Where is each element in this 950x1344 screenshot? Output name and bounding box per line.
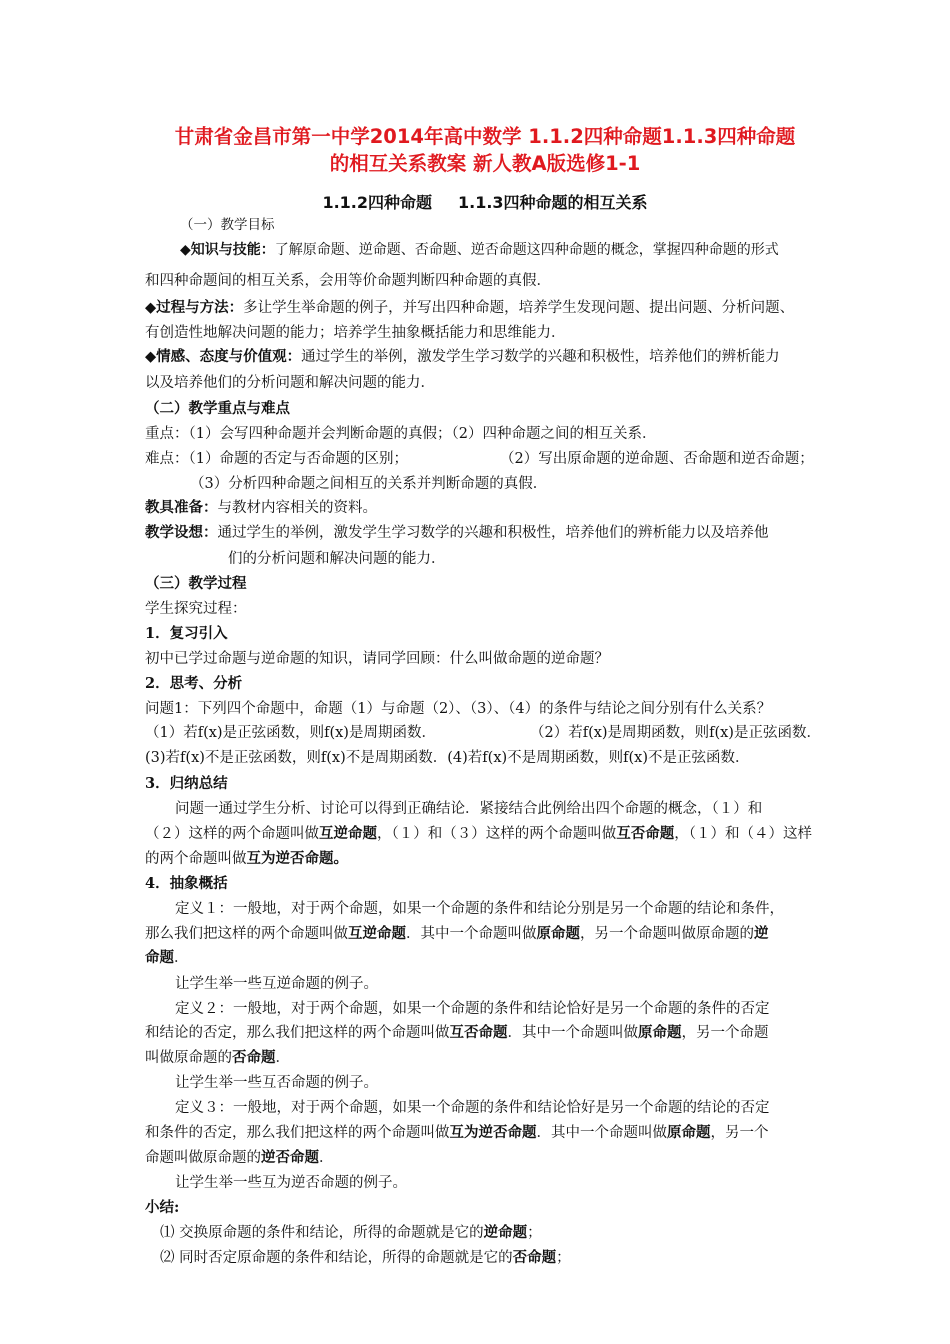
section-3-heading: （三）教学过程 (145, 575, 247, 592)
text-run: ，另一个 (710, 1125, 769, 1141)
text-run: ，另一个命题叫做原命题的 (580, 926, 754, 942)
term-negation: 否命题 (512, 1249, 557, 1266)
definition-3-line-1: 定义３：一般地，对于两个命题，如果一个命题的条件和结论恰好是另一个命题的结论的否定 (175, 1100, 770, 1116)
text-run: 和结论的否定，那么我们把这样的两个命题叫做 (145, 1025, 450, 1041)
subtitle-left: 1.1.2四种命题 (322, 193, 432, 212)
student-explore: 学生探究过程： (145, 601, 247, 617)
step-4-title: 4．抽象概括 (145, 875, 228, 892)
summary-item-1 (160, 1223, 542, 1243)
text-run: ．其中一个命题叫做 (507, 1025, 638, 1041)
step-1-title: 1．复习引入 (145, 625, 228, 642)
definition-1-line-2 (145, 924, 769, 944)
goal-emotion (145, 347, 780, 367)
term-converse: 逆命题 (483, 1224, 528, 1241)
proposition-2: （2）若f(x)是周期函数，则f(x)是正弦函数． (530, 725, 821, 741)
definition-2-line-2 (145, 1023, 769, 1043)
teaching-idea (145, 523, 769, 543)
document-title-line-2: 的相互关系教案 新人教A版选修1-1 (329, 152, 641, 175)
text-run: ．其中一个命题叫做 (406, 926, 537, 942)
document-title-line-1: 甘肃省金昌市第一中学2014年高中数学 1.1.2四种命题1.1.3四种命题 (174, 125, 796, 148)
text-run: ，（１）和（４）这样 (674, 826, 812, 842)
summary-para-line-3 (145, 849, 348, 869)
question-1: 问题1：下列四个命题中，命题（1）与命题（2）、（3）、（4）的条件与结论之间分别有什么关系？ (145, 701, 772, 717)
term-mutual-converse: 互逆命题 (319, 825, 377, 842)
section-1-heading: （一）教学目标 (180, 217, 275, 233)
term-negation: 否命题 (232, 1049, 276, 1066)
term-contrapositive: 互为逆否命题 (449, 1124, 537, 1141)
text-run: ； (527, 1225, 542, 1241)
subtitle-right: 1.1.3四种命题的相互关系 (458, 193, 648, 212)
text-run: ． (275, 1050, 290, 1066)
goal-emotion-text: 通过学生的举例，激发学生学习数学的兴趣和积极性，培养他们的辨析能力 (301, 349, 780, 365)
text-run: ，（１）和（３）这样的两个命题叫做 (377, 826, 617, 842)
term-converse-part: 逆 (754, 925, 769, 942)
teaching-idea-cont: 们的分析问题和解决问题的能力． (228, 551, 446, 567)
term-contrapositive: 逆否命题 (261, 1149, 319, 1166)
goal-process (145, 298, 794, 318)
example-1: 让学生举一些互逆命题的例子。 (175, 976, 378, 992)
section-2-heading: （二）教学重点与难点 (145, 400, 290, 417)
term-converse-part: 命题 (145, 949, 174, 966)
goal-knowledge (180, 240, 779, 260)
summary-para-line-2 (145, 824, 812, 844)
definition-1-line-1: 定义１：一般地，对于两个命题，如果一个命题的条件和结论分别是另一个命题的结论和条件， (175, 901, 784, 917)
definition-1-line-3 (145, 948, 189, 968)
text-run: 叫做原命题的 (145, 1050, 232, 1066)
summary-para-line-1: 问题一通过学生分析、讨论可以得到正确结论．紧接结合此例给出四个命题的概念，（１）和 (175, 801, 763, 817)
definition-2-line-3 (145, 1048, 290, 1068)
goal-process-label: ◆过程与方法： (145, 299, 244, 316)
text-run: 和条件的否定，那么我们把这样的两个命题叫做 (145, 1125, 450, 1141)
teaching-idea-text: 通过学生的举例，激发学生学习数学的兴趣和积极性，培养他们的辨析能力以及培养他 (217, 525, 769, 541)
text-run: ． (319, 1150, 334, 1166)
text-run: ⑵ 同时否定原命题的条件和结论，所得的命题就是它的 (160, 1250, 513, 1266)
definition-3-line-2 (145, 1123, 769, 1143)
teaching-idea-label: 教学设想： (145, 524, 218, 541)
summary-heading: 小结: (145, 1199, 180, 1216)
text-run: ； (556, 1250, 571, 1266)
teaching-tools-label: 教具准备： (145, 499, 218, 516)
goal-process-cont: 有创造性地解决问题的能力；培养学生抽象概括能力和思维能力． (145, 325, 566, 341)
term-mutual-negation: 互否命题 (449, 1024, 508, 1041)
proposition-1: （1）若f(x)是正弦函数，则f(x)是周期函数． (145, 725, 436, 741)
example-3: 让学生举一些互为逆否命题的例子。 (175, 1175, 407, 1191)
text-run: ．其中一个命题叫做 (536, 1125, 667, 1141)
definition-3-line-3 (145, 1148, 334, 1168)
proposition-3-4: (3)若f(x)不是正弦函数，则f(x)不是周期函数．(4)若f(x)不是周期函数，则f(x)不是正弦函数． (145, 750, 750, 766)
difficulty-2: （2）写出原命题的逆命题、否命题和逆否命题； (500, 451, 814, 467)
text-run: ，另一个命题 (681, 1025, 769, 1041)
difficulty-3: （3）分析四种命题之间相互的关系并判断命题的真假． (190, 476, 548, 492)
example-2: 让学生举一些互否命题的例子。 (175, 1075, 378, 1091)
goal-emotion-label: ◆情感、态度与价值观： (145, 348, 302, 365)
goal-process-text: 多让学生举命题的例子，并写出四种命题，培养学生发现问题、提出问题、分析问题、 (243, 300, 795, 316)
summary-item-2 (160, 1248, 571, 1268)
goal-knowledge-cont: 和四种命题间的相互关系，会用等价命题判断四种命题的真假． (145, 273, 551, 289)
goal-knowledge-label: ◆知识与技能： (180, 242, 275, 258)
step-2-title: 2．思考、分析 (145, 675, 243, 692)
difficulty-1: 难点：（1）命题的否定与否命题的区别； (145, 451, 408, 467)
text-run: 那么我们把这样的两个命题叫做 (145, 926, 348, 942)
term-original: 原命题 (638, 1024, 682, 1041)
term-original: 原命题 (536, 925, 580, 942)
term-original: 原命题 (667, 1124, 711, 1141)
term-contrapositive: 互为逆否命题。 (246, 850, 348, 867)
goal-knowledge-text: 了解原命题、逆命题、否命题、逆否命题这四种命题的概念，掌握四种命题的形式 (274, 242, 779, 258)
text-run: ． (174, 950, 189, 966)
step-1-text: 初中已学过命题与逆命题的知识，请同学回顾：什么叫做命题的逆命题？ (145, 651, 609, 667)
text-run: 的两个命题叫做 (145, 851, 247, 867)
term-mutual-negation: 互否命题 (616, 825, 675, 842)
teaching-tools (145, 498, 377, 518)
key-points: 重点：（1）会写四种命题并会判断命题的真假；（2）四种命题之间的相互关系． (145, 426, 657, 442)
term-mutual-converse: 互逆命题 (348, 925, 406, 942)
document-subtitle (100, 190, 870, 213)
text-run: 命题叫做原命题的 (145, 1150, 261, 1166)
teaching-tools-text: 与教材内容相关的资料。 (217, 500, 377, 516)
text-run: （２）这样的两个命题叫做 (145, 826, 319, 842)
step-3-title: 3．归纳总结 (145, 775, 228, 792)
goal-emotion-cont: 以及培养他们的分析问题和解决问题的能力． (145, 375, 435, 391)
definition-2-line-1: 定义２：一般地，对于两个命题，如果一个命题的条件和结论恰好是另一个命题的条件的否定 (175, 1001, 770, 1017)
text-run: ⑴ 交换原命题的条件和结论，所得的命题就是它的 (160, 1225, 484, 1241)
